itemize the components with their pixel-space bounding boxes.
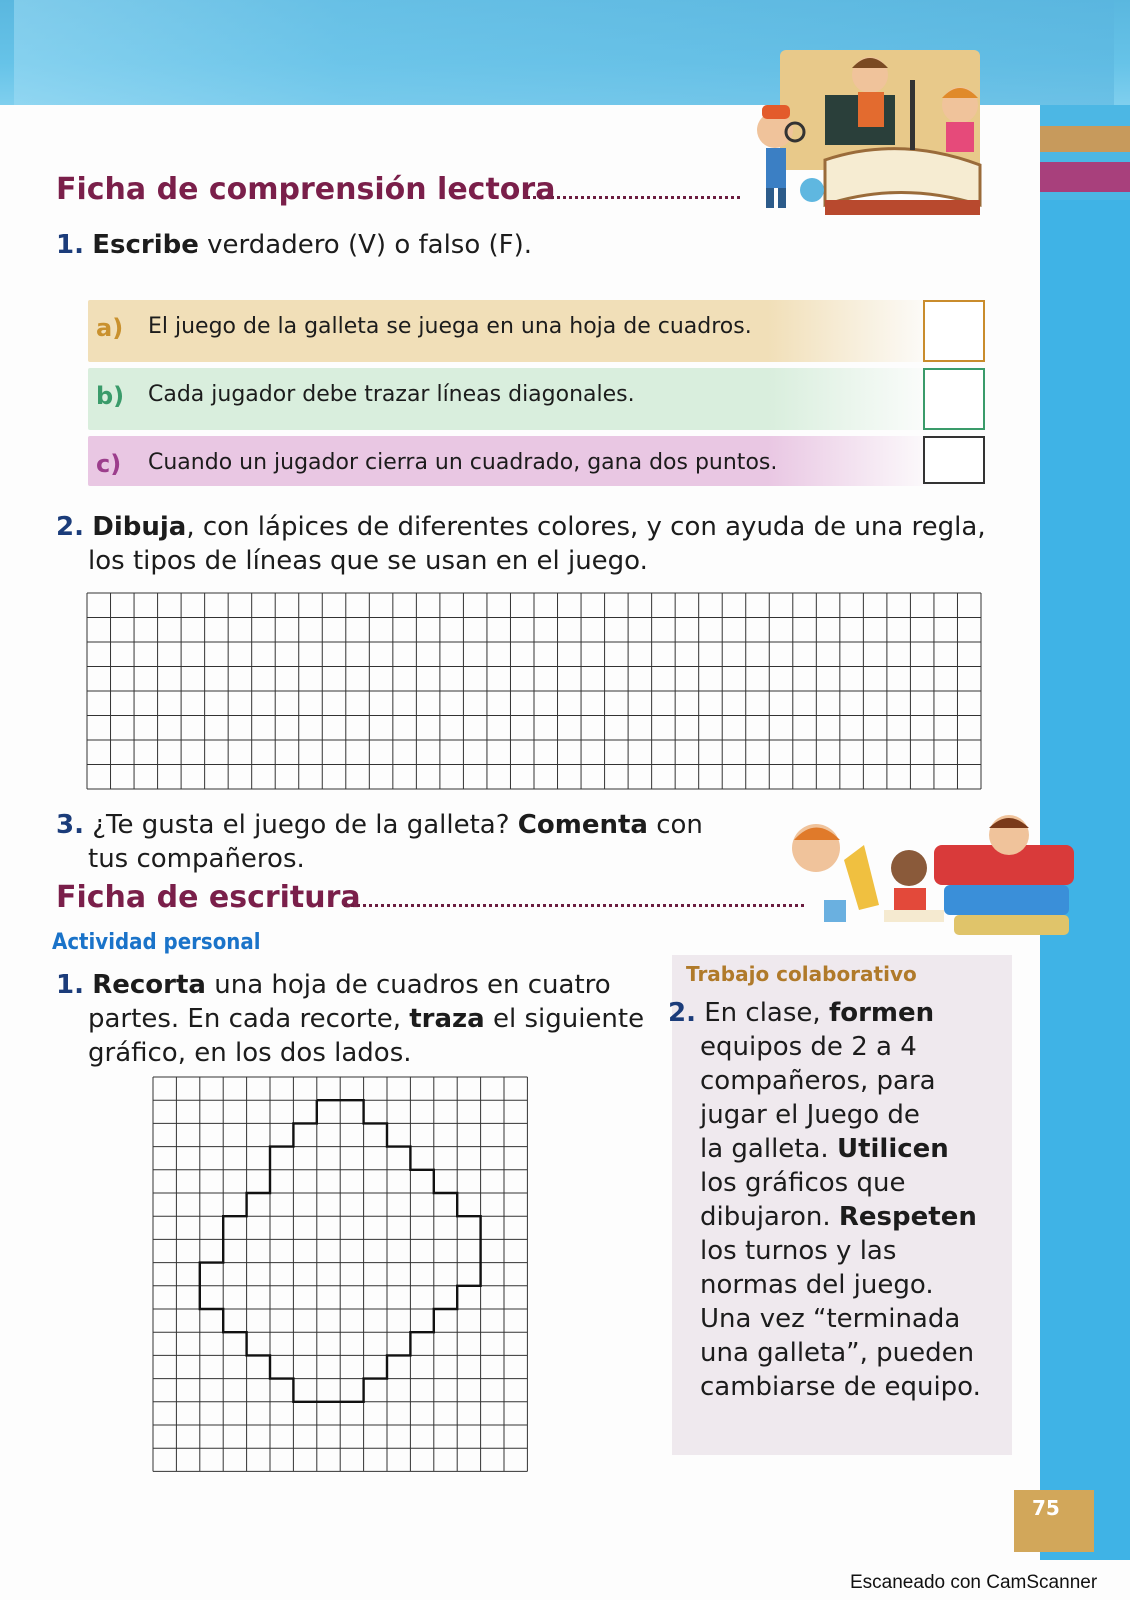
statement-text: El juego de la galleta se juega en una hoja de cuadros. — [148, 314, 752, 339]
question-number: 1. — [56, 970, 84, 1000]
question-number: 1. — [56, 230, 84, 260]
question-text: la galleta. — [700, 1134, 837, 1164]
side-tab-brown — [1040, 126, 1130, 152]
question-text-line3: gráfico, en los dos lados. — [88, 1038, 412, 1068]
statement-letter: a) — [96, 314, 124, 342]
section-title-comprension: Ficha de comprensión lectora — [56, 172, 556, 207]
statement-row — [88, 300, 938, 362]
question-text-end: con — [647, 810, 703, 840]
title-dotted-line — [344, 904, 804, 907]
question-text-line2: los tipos de líneas que se usan en el juego. — [88, 546, 648, 576]
question-verb: formen — [828, 998, 935, 1028]
writing-question-1 — [56, 968, 656, 1070]
collaborative-label: Trabajo colaborativo — [686, 962, 917, 986]
question-text: los turnos y las — [700, 1236, 897, 1266]
question-number: 2. — [56, 512, 84, 542]
writing-question-2 — [668, 996, 1008, 1404]
question-verb: Recorta — [92, 970, 206, 1000]
question-text: equipos de 2 a 4 — [700, 1032, 917, 1062]
question-text: verdadero (V) o falso (F). — [198, 230, 533, 260]
statement-row — [88, 436, 938, 486]
question-2 — [56, 510, 1016, 578]
question-text: los gráficos que — [700, 1168, 906, 1198]
question-3 — [56, 808, 776, 876]
question-text: cambiarse de equipo. — [700, 1372, 981, 1402]
question-text: ¿Te gusta el juego de la galleta? — [92, 810, 518, 840]
question-text: compañeros, para — [700, 1066, 936, 1096]
question-text: jugar el Juego de — [700, 1100, 920, 1130]
question-text: , con lápices de diferentes colores, y con ayuda de una regla, — [186, 512, 986, 542]
answer-box[interactable] — [923, 436, 985, 484]
question-text: dibujaron. — [700, 1202, 839, 1232]
statement-text: Cuando un jugador cierra un cuadrado, gana dos puntos. — [148, 450, 778, 475]
question-verb: Escribe — [92, 230, 199, 260]
answer-box[interactable] — [923, 368, 985, 430]
question-text-line2: tus compañeros. — [88, 844, 305, 874]
activity-personal-label: Actividad personal — [52, 930, 261, 955]
question-verb: traza — [409, 1004, 485, 1034]
question-text: partes. En cada recorte, — [88, 1004, 410, 1034]
question-number: 3. — [56, 810, 84, 840]
kids-reading-illustration — [740, 40, 1030, 220]
statement-letter: c) — [96, 450, 122, 478]
statement-row — [88, 368, 938, 430]
section-title-escritura: Ficha de escritura — [56, 880, 361, 915]
kids-books-illustration — [784, 810, 1084, 940]
question-1 — [56, 228, 532, 262]
side-tab-magenta — [1040, 162, 1130, 192]
question-verb: Utilicen — [836, 1134, 949, 1164]
title-dotted-line — [527, 196, 740, 199]
page-number: 75 — [1014, 1490, 1094, 1552]
statement-text: Cada jugador debe trazar líneas diagonales. — [148, 382, 635, 407]
drawing-grid[interactable] — [86, 592, 982, 790]
question-verb: Comenta — [517, 810, 648, 840]
statement-letter: b) — [96, 382, 125, 410]
question-text: una hoja de cuadros en cuatro — [205, 970, 611, 1000]
question-verb: Respeten — [838, 1202, 977, 1232]
question-text: normas del juego. — [700, 1270, 934, 1300]
answer-box[interactable] — [923, 300, 985, 362]
question-text: Una vez “terminada — [700, 1304, 961, 1334]
scanner-watermark: Escaneado con CamScanner — [850, 1572, 1098, 1593]
question-text: una galleta”, pueden — [700, 1338, 975, 1368]
question-verb: Dibuja — [92, 512, 187, 542]
cookie-pattern-grid — [152, 1076, 532, 1472]
question-number: 2. — [668, 998, 696, 1028]
question-text: En clase, — [704, 998, 829, 1028]
question-text: el siguiente — [484, 1004, 645, 1034]
